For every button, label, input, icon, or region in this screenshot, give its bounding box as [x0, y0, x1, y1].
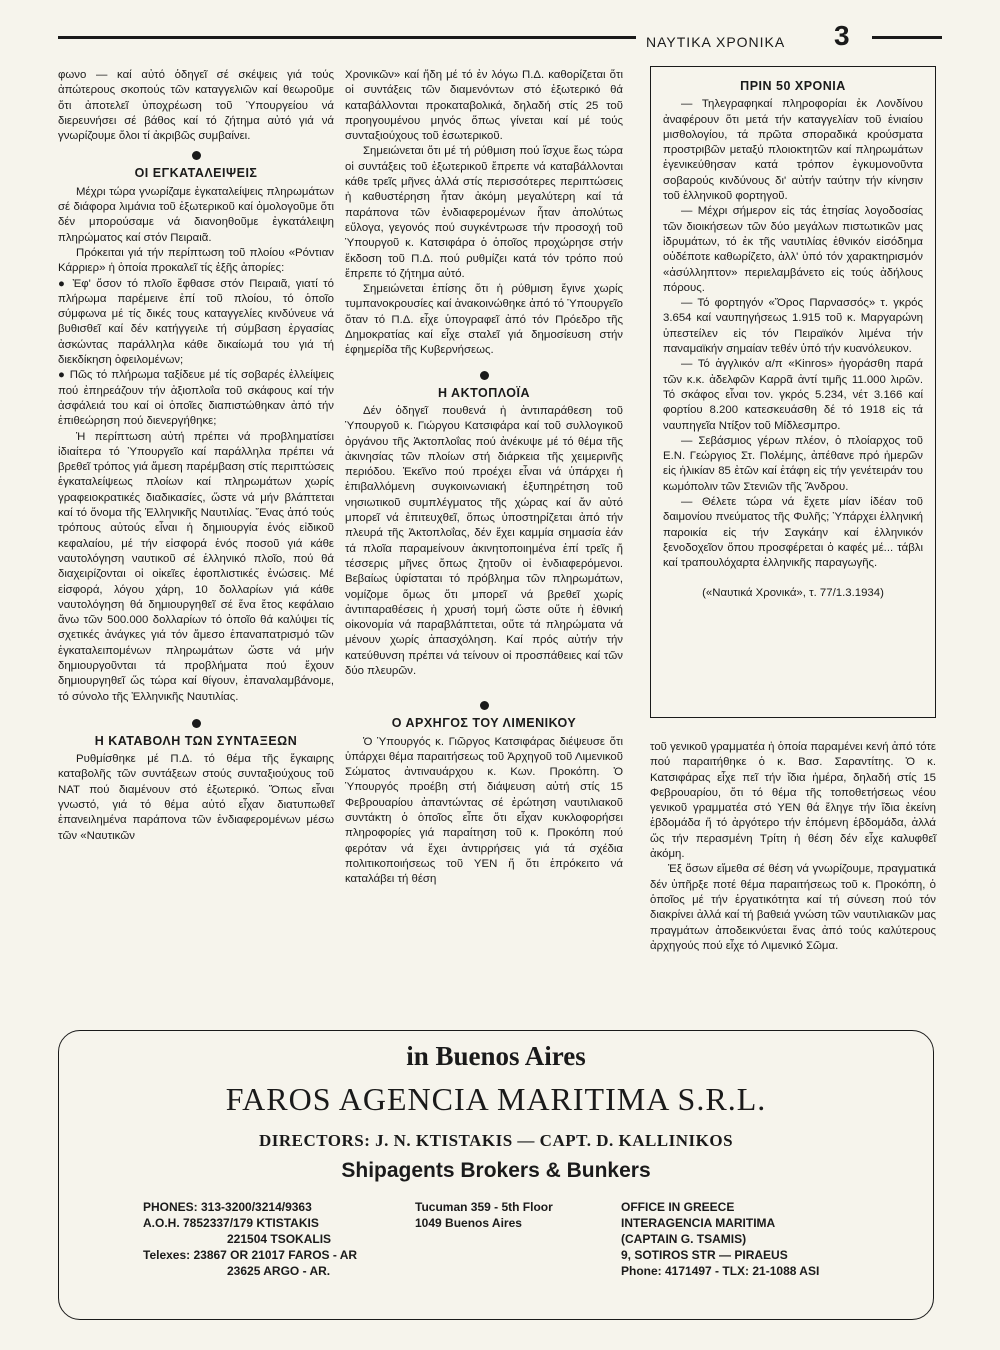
section-heading: ΟΙ ΕΓΚΑΤΑΛΕΙΨΕΙΣ	[134, 166, 258, 181]
ad-tagline: Shipagents Brokers & Bunkers	[341, 1159, 651, 1182]
paragraph: Δέν ὁδηγεῖ πουθενά ἡ ἀντιπαράθεση τοῦ Ὑπουργοῦ κ. Γιώργου Κατσιφάρα καί τοῦ συλλογικοῦ ὀργάνου τῆς Ἀκτοπλοΐας πού ἀνέκυψε μέ τό θέμα τῆς ἀκινησίας τῶν πλοίων στή διάρκεια τῆς χειμερινῆς περιόδου. Ἐκεῖνο πού προέχει εἶναι νά ὑπάρχει ἡ ἐπιβαλλόμενη συγκοινωνιακή ἐξυπηρέτηση τοῦ νησιωτικοῦ συμπλέγματος τῆς χώρας καί ἄν αὐτό μπορεῖ νά ἐπιτευχθεῖ, ὅπως ὑποστηρίζεται ἀπό τήν πλευρά τῆς Ἀκτοπλοΐας, δέν ἔχει καμμία σημασία ἐάν τά πλοῖα παραμείνουν ἀκινητοποιημένα ἐπί τρεῖς ἤ τέσσερις μῆνες ὅπως ζητοῦν οἱ ἐνδιαφερόμενοι. Βεβαίως ὑφίσταται τό πρόβλημα τῶν πληρωμάτων, νομίζομε ὅμως ὅτι μπορεῖ νά βρεθεῖ χωρίς ἀντιπαραθέσεις ἡ χρυσή τομή ὥστε οὔτε ἡ ἐθνική οἰκονομία νά παραβλάπτεται, οὔτε τά πληρώματα νά μένουν χωρίς ἀπασχόληση. Καί πρός αὐτήν τήν κατεύθυνση πρέπει νά τείνουν οἱ προσπάθειες καί τῶν δύο πλευρῶν.	[345, 404, 623, 677]
section-heading: Η ΚΑΤΑΒΟΛΗ ΤΩΝ ΣΥΝΤΑΞΕΩΝ	[94, 733, 298, 748]
ad-greece-company: INTERAGENCIA MARITIMA	[621, 1216, 776, 1230]
newspaper-title: ΝΑΥΤΙΚΑ ΧΡΟΝΙΚΑ	[646, 34, 786, 50]
ad-greece-title: OFFICE IN GREECE	[621, 1200, 735, 1214]
box-heading: ΠΡΙΝ 50 ΧΡΟΝΙΑ	[740, 79, 846, 93]
paragraph: — Σεβάσμιος γέρων πλέον, ὁ πλοίαρχος τοῦ Ε.Ν. Γεώργιος Στ. Πολέμης, ἀπέθανε πρό ἡμερῶν εἰς ἡλικίαν 85 ἐτῶν καί ἐτάφη εἰς τήν γενέτειράν του κωμόπολιν τῶν Στενιῶν τῆς Ἄνδρου.	[663, 434, 923, 493]
header-rule-right	[872, 36, 942, 39]
paragraph: Ρυθμίσθηκε μέ Π.Δ. τό θέμα τῆς ἔγκαιρης καταβολῆς τῶν συντάξεων στούς συνταξιούχους τοῦ ΝΑΤ πού διαμένουν στό ἐξωτερικό. Ὅπως εἶναι γνωστό, γιά τό θέμα αὐτό εἶχαν διατυπωθεῖ ἐπανειλημένα παράπονα τῶν ἐνδιαφερομένων μέσω τῶν «Ναυτικῶν	[58, 753, 334, 842]
ad-greece-address: 9, SOTIROS STR — PIRAEUS	[621, 1248, 788, 1262]
ad-address-block	[415, 1199, 553, 1231]
paragraph: Πρόκειται γιά τήν περίπτωση τοῦ πλοίου «Ρόντιαν Κάρριερ» ἡ ὁποία προκαλεῖ τίς ἑξῆς ἀπορίες:	[58, 246, 334, 275]
paragraph: Σημειώνεται ὅτι μέ τή ρύθμιση πού ἴσχυε ἕως τώρα οἱ συντάξεις τοῦ ἐξωτερικοῦ ἔπρεπε νά καταβάλλονται κάθε τρεῖς μῆνες ἀλλά στίς περισσότερες περιπτώσεις ἡ καθυστέρηση ἦταν ἀκόμη μεγαλύτερη καί τά παράπονα τῶν ἐνδιαφερομένων ἦταν ἀπολύτως εὔλογα, γεγονός πού συγκέντρωσε τήν προσοχή τοῦ Ὑπουργοῦ κ. Κατσιφάρα ὁ ὁποῖος προχώρησε στήν ἔκδοση τοῦ Π.Δ. πού ρυθμίζει κατά τόν τρόπο πού ἔπρεπε τό ζήτημα αὐτό.	[345, 145, 623, 280]
column-3-continued	[650, 740, 936, 954]
advertisement	[58, 1030, 934, 1320]
bullet-paragraph: ● Ἐφ' ὅσον τό πλοῖο ἔφθασε στόν Πειραιᾶ, γιατί τό πλήρωμα παρέμεινε ἐπί τοῦ πλοίου, τό ὁποῖο σύμφωνα μέ τίς δικές τους καταγγελίες κινδύνευε νά βυθισθεῖ καί δέν κατήγγειλε τή σύμβαση ἐργασίας ἀσκώντας παράλληλα κάθε δικαίωμά του γιά τή διεκδίκηση ὀφειλομένων;	[58, 277, 334, 367]
bullet-separator-icon	[192, 151, 201, 160]
paragraph: — Θέλετε τώρα νά ἔχετε μίαν ἰδέαν τοῦ δαιμονίου πνεύματος τῆς Φυλῆς; Ὑπάρχει ἑλληνική παροικία εἰς τήν Σαγκάην καί ἑλληνικόν ξενοδοχεῖον ὅπου προσφέρεται ὁ καφές μέ... τάβλι καί τραπουλόχαρτα ἑλληνικῆς παραγωγῆς.	[663, 496, 923, 570]
history-box	[650, 66, 936, 718]
paragraph: Ἡ περίπτωση αὐτή πρέπει νά προβληματίσει ἰδιαίτερα τό Ὑπουργεῖο καί παράλληλα πρέπει νά βρεθεῖ τρόπος γιά ἄμεση παρέμβαση στίς περιπτώσεις ἐγκαταλείψεως πλοίων καί πληρωμάτων χωρίς γραφειοκρατικές διαδικασίες, ὥστε νά μήν βλάπτεται καί τό ὄνομα τῆς Ἑλληνικῆς Ναυτιλίας. Ἕνας ἀπό τούς τρόπους αὐτούς εἶναι ἡ δημιουργία ἑνός εἰδικοῦ κεφαλαίου, μέ τήν εἰσφορά ἑνός ποσοῦ γιά κάθε ναυτολόγηση ναυτικοῦ σέ ἑλληνικό πλοῖο, πού θά διαχειρίζονται οἱ οἰκεῖες ἐφοπλιστικές ἑνώσεις. Μέ εἰσφορά, λόγου χάρη, 10 δολλαρίων γιά κάθε ναυτολόγηση θά δημιουργηθεῖ σέ ἕνα ἔτος κεφάλαιο ἄνω τῶν 500.000 δολλαρίων τό ὁποῖο θά καλύψει τίς σχετικές ἀνάγκες γιά τόν ἄμεσο ἐπαναπατρισμό τῶν ἐγκαταλειπομένων πληρωμάτων ὥστε νά μήν δημιουργοῦνται τά προβλήματα πού ἔχουν δημιουργηθεῖ ὥς τώρα καί θίγουν, ἐπαναλαμβάνομε, τό σύνολο τῆς Ἑλληνικῆς Ναυτιλίας.	[58, 430, 334, 703]
paragraph: — Τό φορτηγόν «Ὄρος Παρνασσός» τ. γκρός 3.654 καί ναυπηγήσεως 1.915 τοῦ κ. Μαργαρώνη ὑπεστείλεν εἰς τόν Πειραϊκόν λιμένα τήν παναμαϊκήν σημαίαν τεθέν ὑπό τήν κυανόλευκον.	[663, 297, 923, 356]
section-heading: Ο ΑΡΧΗΓΟΣ ΤΟΥ ΛΙΜΕΝΙΚΟΥ	[391, 716, 577, 731]
ad-greece-phone: Phone: 4171497 - TLX: 21-1088 ASI	[621, 1264, 820, 1278]
ad-telexes-2: 23625 ARGO - AR.	[227, 1264, 331, 1278]
ad-address-1: Tucuman 359 - 5th Floor	[415, 1200, 553, 1214]
page-number: 3	[834, 20, 850, 51]
paragraph: — Τηλεγραφηκαί πληροφορίαι ἐκ Λονδίνου ἀναφέρουν ὅτι μετά τήν καταγγελίαν τοῦ ἑνιαίου μισθολογίου, τά πρῶτα σποραδικά κρούσματα προστριβῶν μεταξύ πλοιοκτητῶν καί πληρωμάτων ἐγενικεύθησαν κατά τρόπον ἐγκυμονοῦντα σοβαρούς κινδύνους δι' αὐτήν ταύτην τήν κίνησιν τοῦ ἑλληνικοῦ φορτηγοῦ.	[663, 98, 923, 203]
ad-directors: DIRECTORS: J. N. KTISTAKIS — CAPT. D. KALLINIKOS	[258, 1131, 734, 1150]
ad-phones: PHONES: 313-3200/3214/9363	[143, 1200, 312, 1214]
paragraph: φωνο — καί αὐτό ὁδηγεῖ σέ σκέψεις γιά τούς ἀπώτερους σκοπούς τῶν καταγγελιῶν καί θεωροῦμε ὅτι ἀποτελεῖ ὑποχρέωση τοῦ Ὑπουργείου νά διερευνήσει σέ βάθος καί τό ζήτημα αὐτό γιά νά γνωρίζουμε ὅλοι τί ἀκριβῶς συμβαίνει.	[58, 69, 334, 143]
ad-company-name: FAROS AGENCIA MARITIMA S.R.L.	[225, 1081, 767, 1117]
paragraph: Σημειώνεται ἐπίσης ὅτι ἡ ρύθμιση ἔγινε χωρίς τυμπανοκρουσίες καί ἀνακοινώθηκε ἀπό τό Ὑπουργεῖο ὅταν τό Π.Δ. εἶχε ὑπογραφεῖ ἀπό τόν Πρόεδρο τῆς Δημοκρατίας καί εἶχε σταλεῖ γιά δημοσίευση στήν ἐφημερίδα τῆς Κυβερνήσεως.	[345, 283, 623, 357]
paragraph: — Μέχρι σήμερον εἰς τάς ἐτησίας λογοδοσίας τῶν διοικήσεων τῶν δύο μεγάλων πιστωτικῶν μας ἱδρυμάτων, τό ἐκ τῆς ναυτιλίας ἐθνικόν εἰσόδημα οὐδέποτε καθωρίζετο, ἀλλ' ὑπό τόν χαρακτηρισμόν «ἀσύλληπτον» περιελαμβάνετο εἰς τούς ἀδήλους πόρους.	[663, 205, 923, 294]
ad-aoh-2: 221504 TSOKALIS	[227, 1232, 332, 1246]
ad-greece-office	[621, 1199, 819, 1279]
bullet-separator-icon	[480, 701, 489, 710]
ad-telexes: Telexes: 23867 OR 21017 FAROS - AR	[143, 1248, 358, 1262]
ad-address-2: 1049 Buenos Aires	[415, 1216, 522, 1230]
bullet-paragraph: ● Πῶς τό πλήρωμα ταξίδευε μέ τίς σοβαρές ἐλλείψεις πού ἐπηρεάζουν τήν ἀξιοπλοΐα τοῦ σκάφους καί τήν ἀσφάλειά του καί οἱ ὁποῖες διαπιστώθηκαν ἀπό τήν ἐπιθεώρηση πού διενεργήθηκε;	[58, 369, 334, 428]
bullet-separator-icon	[480, 371, 489, 380]
ad-location: in Buenos Aires	[406, 1041, 586, 1071]
paragraph: Ἐξ ὅσων εἴμεθα σέ θέση νά γνωρίζουμε, πραγματικά δέν ὑπῆρξε ποτέ θέμα παραιτήσεως τοῦ κ. Προκόπη, ὁ ὁποῖος μέ τήν ἐργατικότητα καί τή σύνεση πού τόν διακρίνει ἀλλά καί τή βαθειά γνώση τῶν ναυτιλιακῶν μας πραγμάτων ἀποδεικνύεται ἕνας ἀπό τούς καλύτερους ἀρχηγούς πού εἶχε τό Λιμενικό Σῶμα.	[650, 863, 936, 952]
citation: («Ναυτικά Χρονικά», τ. 77/1.3.1934)	[702, 586, 884, 599]
ad-contact-block	[143, 1199, 357, 1279]
section-heading: Η ΑΚΤΟΠΛΟΪΑ	[438, 385, 530, 400]
paragraph: — Τό ἀγγλικόν α/π «Kinros» ἠγοράσθη παρά τῶν κ.κ. ἀδελφῶν Καρρᾶ ἀντί τιμῆς 11.000 λιρῶν. Τό σκάφος εἶναι τον. γκρός 5.234, νέτ 3.166 καί φορτίου 8.200 κατεσκευάσθη δέ τό 1918 εἰς τά ναυπηγεῖα Ντίξον τοῦ Μίδλεσμπρο.	[663, 358, 923, 432]
header-rule-left	[58, 36, 636, 39]
bullet-separator-icon	[192, 719, 201, 728]
column-2	[345, 68, 623, 888]
paragraph: τοῦ γενικοῦ γραμματέα ἡ ὁποία παραμένει κενή ἀπό τότε πού παραιτήθηκε ὁ κ. Βασ. Σαραντίτης. Ὁ κ. Κατσιφάρας εἶχε πεῖ τήν ἴδια ἡμέρα, δηλαδή στίς 15 Φεβρουαρίου, ὅτι τό θέμα τῆς τοποθετήσεως νέου γενικοῦ γραμματέα στό ΥΕΝ θά ἔληγε τήν ἴδια ἐκείνη ἑβδομάδα ἤ τό ἀργότερο τήν ἑπόμενη ἑβδομάδα, ἀλλά ὥς τήν περασμένη Τρίτη ἡ θέση δέν εἶχε καλυφθεῖ ἀκόμη.	[650, 741, 936, 861]
ad-greece-captain: (CAPTAIN G. TSAMIS)	[621, 1232, 747, 1246]
paragraph: Μέχρι τώρα γνωρίζαμε ἐγκαταλείψεις πληρωμάτων σέ διάφορα λιμάνια τοῦ ἐξωτερικοῦ καί ὁμολογοῦμε ὅτι δέν μπορούσαμε νά διανοηθοῦμε ἐγκατάλειψη πληρώματος καί στόν Πειραιᾶ.	[58, 185, 334, 244]
paragraph: Ὁ Ὑπουργός κ. Γιῶργος Κατσιφάρας διέψευσε ὅτι ὑπάρχει θέμα παραιτήσεως τοῦ Ἀρχηγοῦ τοῦ Λιμενικοῦ Σώματος ἀντιναυάρχου κ. Κων. Προκόπη. Ὁ Ὑπουργός προέβη στή διάψευση αὐτή στίς 15 Φεβρουαρίου ἀπαντώντας σέ ἐρώτηση ναυτιλιακοῦ συντάκτη ὁ ὁποῖος εἶπε ὅτι εἶχαν κυκλοφορήσει πληροφορίες γιά παραίτηση τοῦ κ. Προκόπη πού φερόταν νά ἔχει ἀντιρρήσεις γιά τά σχέδια πολιτικοποιήσεως τοῦ ΥΕΝ ἤ ὅτι ἐπρόκειτο νά καταλάβει τή θέση	[345, 735, 623, 886]
column-1	[58, 68, 334, 844]
paragraph: Χρονικῶν» καί ἤδη μέ τό ἐν λόγω Π.Δ. καθορίζεται ὅτι οἱ συντάξεις τῶν διαμενόντων στό ἐξωτερικό θά καταβάλλονται προκαταβολικά, δηλαδή στίς 25 τοῦ προηγουμένου μηνός ὅπως γίνεται καί μέ τούς συνταξιούχους τοῦ ἐσωτερικοῦ.	[345, 69, 623, 143]
ad-aoh: A.O.H. 7852337/179 KTISTAKIS	[143, 1216, 319, 1230]
